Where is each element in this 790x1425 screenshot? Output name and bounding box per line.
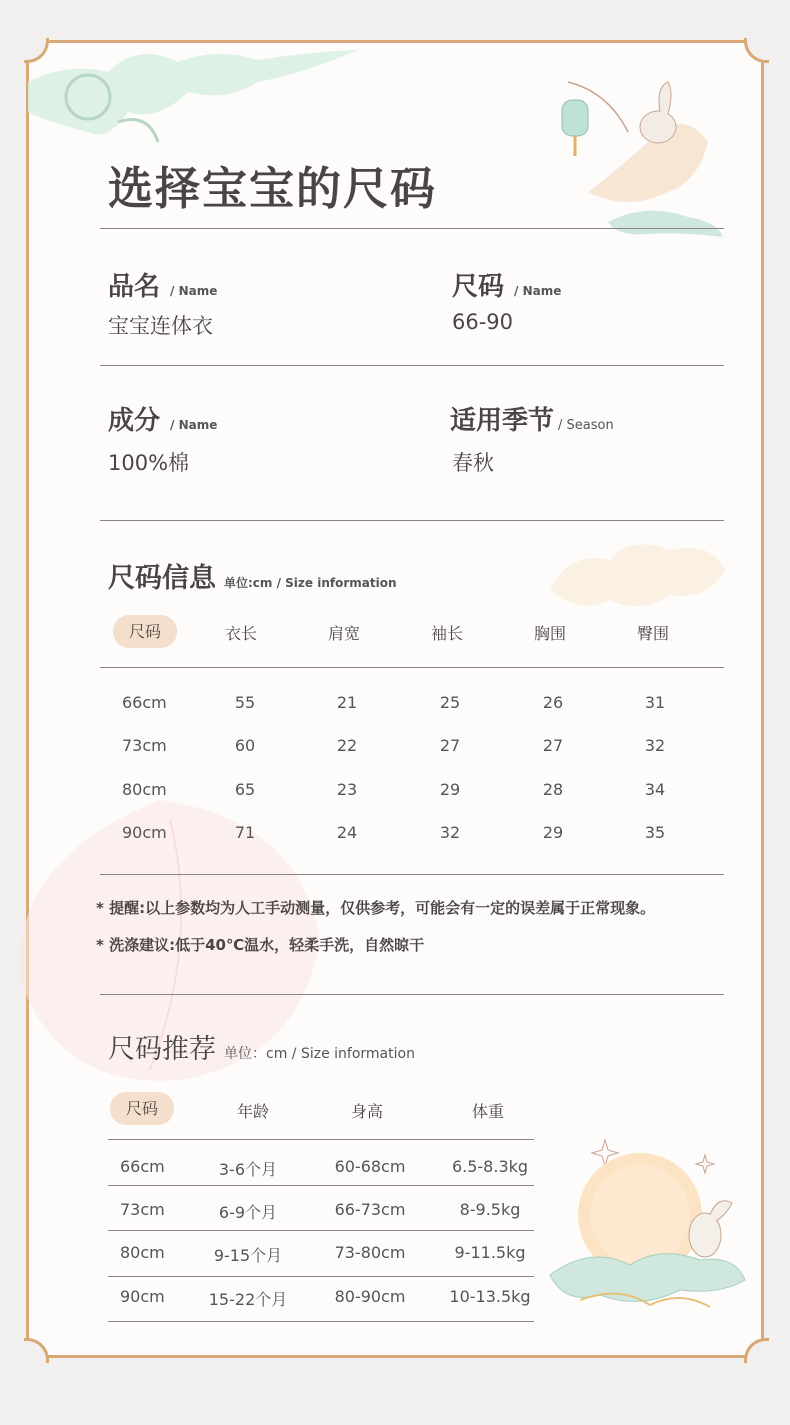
divider — [100, 365, 724, 366]
table-cell: 8-9.5kg — [459, 1200, 521, 1219]
table-cell: 23 — [336, 780, 358, 799]
column-header-hip: 臀围 — [636, 624, 669, 643]
table-cell: 73cm — [122, 736, 167, 755]
table-cell: 29 — [439, 780, 461, 799]
table-cell: 26 — [542, 693, 564, 712]
table-cell: 10-13.5kg — [449, 1287, 531, 1306]
divider — [100, 667, 724, 668]
measurement-note: * 提醒:以上参数均为人工手动测量，仅供参考，可能会有一定的误差属于正常现象。 — [96, 899, 656, 917]
table-cell: 6.5-8.3kg — [451, 1157, 529, 1176]
table-cell: 27 — [542, 736, 564, 755]
product-name-value: 宝宝连体衣 — [108, 314, 213, 338]
table-cell: 34 — [644, 780, 666, 799]
table-cell: 80-90cm — [334, 1287, 406, 1306]
size-column-header: 尺码 — [113, 615, 177, 648]
cloud-decoration-icon — [28, 42, 368, 152]
table-cell: 80cm — [120, 1243, 165, 1262]
divider — [108, 1185, 534, 1186]
table-cell: 27 — [439, 736, 461, 755]
column-header-shoulder: 肩宽 — [327, 624, 360, 643]
divider — [100, 994, 724, 995]
product-name-label: 品名 / Name — [108, 272, 218, 302]
material-label: 成分 / Name — [108, 406, 218, 436]
table-cell: 9-15个月 — [213, 1246, 283, 1265]
size-info-heading: 尺码信息 单位:cm / Size information — [108, 563, 397, 594]
column-header-height: 身高 — [350, 1102, 383, 1121]
rabbit-lantern-icon — [548, 72, 728, 242]
table-cell: 32 — [439, 823, 461, 842]
table-cell: 71 — [234, 823, 256, 842]
size-column-header: 尺码 — [110, 1092, 174, 1125]
table-cell: 90cm — [120, 1287, 165, 1306]
table-cell: 80cm — [122, 780, 167, 799]
table-cell: 90cm — [122, 823, 167, 842]
size-range-value: 66-90 — [452, 310, 514, 334]
table-cell: 29 — [542, 823, 564, 842]
column-header-chest: 胸围 — [533, 624, 566, 643]
table-cell: 24 — [336, 823, 358, 842]
season-label: 适用季节 / Season — [450, 406, 614, 436]
size-range-label: 尺码 / Name — [452, 272, 562, 302]
table-cell: 66-73cm — [334, 1200, 406, 1219]
table-cell: 22 — [336, 736, 358, 755]
divider — [100, 520, 724, 521]
table-cell: 21 — [336, 693, 358, 712]
table-cell: 35 — [644, 823, 666, 842]
page-title: 选择宝宝的尺码 — [108, 162, 438, 215]
table-cell: 31 — [644, 693, 666, 712]
cloud-decoration-icon — [540, 530, 730, 620]
divider — [100, 874, 724, 875]
table-cell: 15-22个月 — [208, 1290, 288, 1309]
table-cell: 65 — [234, 780, 256, 799]
season-value: 春秋 — [452, 451, 494, 475]
table-cell: 66cm — [122, 693, 167, 712]
column-header-weight: 体重 — [471, 1102, 504, 1121]
column-header-length: 衣长 — [224, 624, 257, 643]
divider — [108, 1230, 534, 1231]
divider — [100, 228, 724, 229]
table-cell: 73cm — [120, 1200, 165, 1219]
material-value: 100%棉 — [108, 451, 190, 475]
table-cell: 28 — [542, 780, 564, 799]
size-recommend-heading: 尺码推荐 单位：cm / Size information — [108, 1034, 415, 1065]
table-cell: 32 — [644, 736, 666, 755]
table-cell: 55 — [234, 693, 256, 712]
moon-rabbit-icon — [540, 1135, 750, 1325]
table-cell: 3-6个月 — [218, 1160, 278, 1179]
divider — [108, 1276, 534, 1277]
column-header-sleeve: 袖长 — [430, 624, 463, 643]
table-cell: 60 — [234, 736, 256, 755]
table-cell: 9-11.5kg — [454, 1243, 526, 1262]
divider — [108, 1321, 534, 1322]
table-cell: 6-9个月 — [218, 1203, 278, 1222]
divider — [108, 1139, 534, 1140]
washing-note: * 洗涤建议:低于40℃温水，轻柔手洗，自然晾干 — [96, 936, 425, 954]
table-cell: 66cm — [120, 1157, 165, 1176]
column-header-age: 年龄 — [236, 1102, 269, 1121]
table-cell: 25 — [439, 693, 461, 712]
table-cell: 60-68cm — [334, 1157, 406, 1176]
table-cell: 73-80cm — [334, 1243, 406, 1262]
